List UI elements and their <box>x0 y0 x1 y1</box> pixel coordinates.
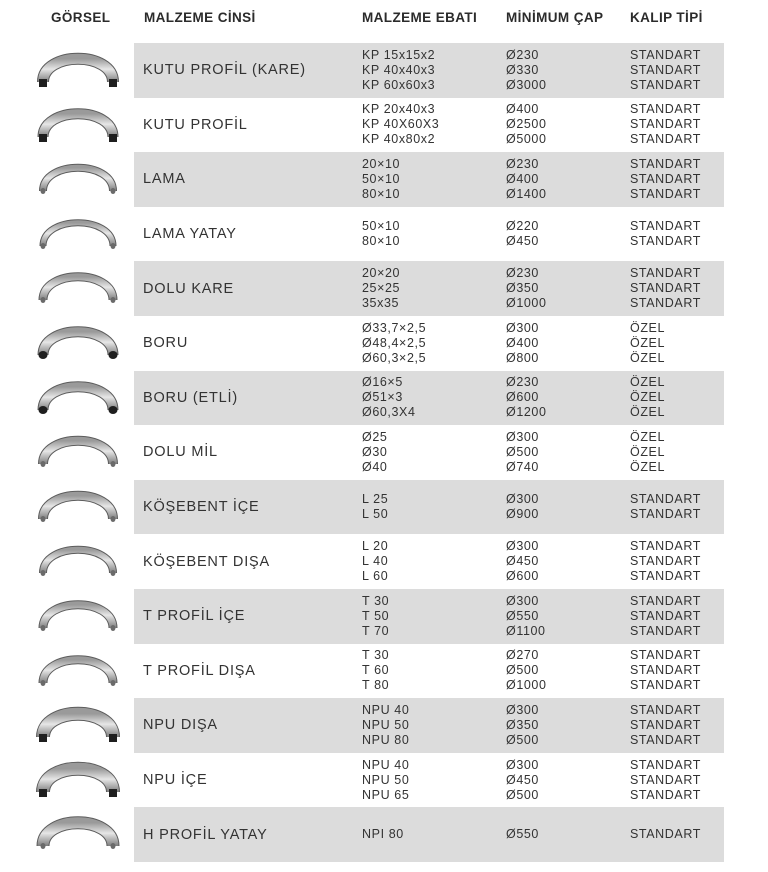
material-size-value: T 60 <box>362 663 390 678</box>
material-size-value: KP 20x40x3 <box>362 102 436 117</box>
minimum-diameter-value: Ø5000 <box>506 132 547 147</box>
table-header <box>0 0 768 40</box>
minimum-diameter-cell <box>506 98 547 153</box>
die-type-cell <box>630 753 701 808</box>
material-size-value: NPU 50 <box>362 717 410 732</box>
header-material: MALZEME CİNSİ <box>144 10 256 25</box>
minimum-diameter-value: Ø600 <box>506 390 539 405</box>
minimum-diameter-cell <box>506 371 547 426</box>
die-type-value: STANDART <box>630 787 702 802</box>
minimum-diameter-value: Ø350 <box>506 717 539 732</box>
die-type-value: STANDART <box>630 702 702 717</box>
material-size-value: T 80 <box>362 678 390 693</box>
material-size-value: KP 60x60x3 <box>362 77 436 92</box>
profile-table <box>0 43 768 862</box>
material-size-value: L 25 <box>362 492 389 507</box>
material-size-value: Ø40 <box>362 459 388 474</box>
die-type-value: ÖZEL <box>630 429 666 444</box>
material-size-cell <box>362 261 400 316</box>
material-name: LAMA <box>143 171 186 188</box>
material-size-value: Ø51×3 <box>362 390 403 405</box>
t-profile-outward-ring-icon <box>30 646 126 696</box>
material-size-cell <box>362 534 388 589</box>
minimum-diameter-value: Ø300 <box>506 429 539 444</box>
material-size-value: NPU 50 <box>362 772 410 787</box>
minimum-diameter-cell <box>506 753 539 808</box>
die-type-value: STANDART <box>630 281 702 296</box>
table-row <box>0 261 768 316</box>
minimum-diameter-value: Ø600 <box>506 569 539 584</box>
material-size-value: Ø60,3X4 <box>362 405 416 420</box>
minimum-diameter-value: Ø230 <box>506 375 539 390</box>
minimum-diameter-cell <box>506 316 539 371</box>
header-size: MALZEME EBATI <box>362 10 478 25</box>
minimum-diameter-value: Ø350 <box>506 281 539 296</box>
die-type-cell <box>630 534 701 589</box>
material-name: NPU İÇE <box>143 772 208 789</box>
minimum-diameter-value: Ø400 <box>506 335 539 350</box>
table-row <box>0 152 768 207</box>
material-size-value: 50×10 <box>362 171 401 186</box>
die-type-cell <box>630 98 701 153</box>
minimum-diameter-value: Ø230 <box>506 47 539 62</box>
die-type-value: STANDART <box>630 156 702 171</box>
material-name: KÖŞEBENT İÇE <box>143 499 260 516</box>
minimum-diameter-value: Ø800 <box>506 350 539 365</box>
material-size-value: NPI 80 <box>362 827 404 842</box>
die-type-value: STANDART <box>630 234 702 249</box>
table-row <box>0 425 768 480</box>
minimum-diameter-value: Ø450 <box>506 554 539 569</box>
material-size-value: 35x35 <box>362 296 400 311</box>
minimum-diameter-value: Ø740 <box>506 459 539 474</box>
minimum-diameter-value: Ø300 <box>506 539 539 554</box>
material-name: DOLU KARE <box>143 280 234 297</box>
minimum-diameter-value: Ø500 <box>506 732 539 747</box>
minimum-diameter-cell <box>506 261 547 316</box>
material-size-value: Ø33,7×2,5 <box>362 320 427 335</box>
minimum-diameter-value: Ø220 <box>506 219 539 234</box>
table-row <box>0 371 768 426</box>
header-diameter: MİNİMUM ÇAP <box>506 10 604 25</box>
h-profile-horizontal-ring-icon <box>30 809 126 859</box>
die-type-value: STANDART <box>630 569 702 584</box>
solid-round-ring-icon <box>30 427 126 477</box>
material-size-cell <box>362 316 426 371</box>
minimum-diameter-value: Ø1100 <box>506 623 546 638</box>
die-type-value: ÖZEL <box>630 375 666 390</box>
header-die-type: KALIP TİPİ <box>630 10 703 25</box>
die-type-cell <box>630 207 701 262</box>
material-size-value: 20×10 <box>362 156 401 171</box>
minimum-diameter-cell <box>506 425 539 480</box>
material-size-value: T 70 <box>362 623 390 638</box>
minimum-diameter-value: Ø450 <box>506 234 539 249</box>
die-type-value: STANDART <box>630 186 702 201</box>
die-type-value: ÖZEL <box>630 350 666 365</box>
die-type-value: ÖZEL <box>630 444 666 459</box>
die-type-value: STANDART <box>630 266 702 281</box>
minimum-diameter-value: Ø500 <box>506 787 539 802</box>
die-type-cell <box>630 316 665 371</box>
minimum-diameter-value: Ø500 <box>506 663 539 678</box>
material-size-value: T 30 <box>362 593 390 608</box>
die-type-value: STANDART <box>630 717 702 732</box>
die-type-cell <box>630 43 701 98</box>
die-type-cell <box>630 698 701 753</box>
die-type-value: STANDART <box>630 62 702 77</box>
die-type-cell <box>630 807 701 862</box>
die-type-cell <box>630 425 665 480</box>
material-size-cell <box>362 753 409 808</box>
material-name: T PROFİL İÇE <box>143 608 246 625</box>
minimum-diameter-value: Ø3000 <box>506 77 547 92</box>
solid-square-ring-icon <box>30 263 126 313</box>
material-name: BORU <box>143 335 189 352</box>
material-size-value: L 20 <box>362 539 389 554</box>
material-size-cell <box>362 589 389 644</box>
header-image: GÖRSEL <box>51 10 111 25</box>
flat-bar-ring-icon <box>30 154 126 204</box>
minimum-diameter-value: Ø230 <box>506 156 539 171</box>
material-name: DOLU MİL <box>143 444 218 461</box>
material-size-value: T 30 <box>362 648 390 663</box>
die-type-value: STANDART <box>630 678 702 693</box>
minimum-diameter-value: Ø300 <box>506 593 539 608</box>
square-tube-ring-icon <box>30 45 126 95</box>
angle-outward-ring-icon <box>30 536 126 586</box>
die-type-value: STANDART <box>630 171 702 186</box>
material-size-cell <box>362 644 389 699</box>
die-type-value: STANDART <box>630 219 702 234</box>
material-size-value: NPU 80 <box>362 732 410 747</box>
material-size-cell <box>362 371 416 426</box>
minimum-diameter-value: Ø300 <box>506 492 539 507</box>
minimum-diameter-value: Ø2500 <box>506 117 547 132</box>
minimum-diameter-value: Ø1400 <box>506 186 547 201</box>
minimum-diameter-value: Ø500 <box>506 444 539 459</box>
minimum-diameter-value: Ø300 <box>506 757 539 772</box>
thick-pipe-ring-icon <box>30 373 126 423</box>
flat-bar-horizontal-ring-icon <box>30 209 126 259</box>
material-name: T PROFİL DIŞA <box>143 662 256 679</box>
material-size-value: KP 40x40x3 <box>362 62 436 77</box>
material-size-value: T 50 <box>362 608 390 623</box>
material-size-value: 25×25 <box>362 281 401 296</box>
material-size-value: 80×10 <box>362 186 401 201</box>
material-size-value: Ø60,3×2,5 <box>362 350 427 365</box>
die-type-value: STANDART <box>630 757 702 772</box>
die-type-value: STANDART <box>630 492 702 507</box>
material-size-value: 20×20 <box>362 266 401 281</box>
minimum-diameter-value: Ø400 <box>506 102 539 117</box>
table-row <box>0 207 768 262</box>
die-type-value: STANDART <box>630 663 702 678</box>
die-type-value: ÖZEL <box>630 405 666 420</box>
table-row <box>0 43 768 98</box>
material-size-cell <box>362 480 388 535</box>
die-type-value: ÖZEL <box>630 390 666 405</box>
die-type-cell <box>630 261 701 316</box>
minimum-diameter-value: Ø450 <box>506 772 539 787</box>
minimum-diameter-value: Ø300 <box>506 702 539 717</box>
minimum-diameter-cell <box>506 534 539 589</box>
npu-outward-ring-icon <box>30 700 126 750</box>
material-size-value: L 40 <box>362 554 389 569</box>
material-size-cell <box>362 698 409 753</box>
die-type-cell <box>630 589 701 644</box>
material-size-value: Ø30 <box>362 444 388 459</box>
material-size-cell <box>362 807 404 862</box>
die-type-value: ÖZEL <box>630 320 666 335</box>
material-name: KUTU PROFİL (KARE) <box>143 62 306 79</box>
table-row <box>0 98 768 153</box>
material-size-cell <box>362 425 387 480</box>
table-row <box>0 644 768 699</box>
die-type-cell <box>630 152 701 207</box>
die-type-value: STANDART <box>630 593 702 608</box>
material-name: NPU DIŞA <box>143 717 218 734</box>
material-size-value: L 50 <box>362 507 389 522</box>
minimum-diameter-cell <box>506 644 547 699</box>
pipe-ring-icon <box>30 318 126 368</box>
table-row <box>0 698 768 753</box>
minimum-diameter-cell <box>506 43 547 98</box>
table-row <box>0 807 768 862</box>
die-type-value: STANDART <box>630 132 702 147</box>
npu-inward-ring-icon <box>30 755 126 805</box>
minimum-diameter-value: Ø330 <box>506 62 539 77</box>
material-size-value: 80×10 <box>362 234 401 249</box>
material-name: KUTU PROFİL <box>143 116 248 133</box>
die-type-cell <box>630 644 701 699</box>
material-name: H PROFİL YATAY <box>143 826 268 843</box>
minimum-diameter-cell <box>506 698 539 753</box>
material-size-value: NPU 40 <box>362 757 410 772</box>
table-row <box>0 753 768 808</box>
material-name: LAMA YATAY <box>143 226 237 243</box>
material-name: BORU (ETLİ) <box>143 389 238 406</box>
die-type-value: STANDART <box>630 608 702 623</box>
die-type-value: STANDART <box>630 47 702 62</box>
die-type-value: STANDART <box>630 539 702 554</box>
minimum-diameter-value: Ø300 <box>506 320 539 335</box>
t-profile-inward-ring-icon <box>30 591 126 641</box>
material-size-cell <box>362 43 435 98</box>
minimum-diameter-value: Ø400 <box>506 171 539 186</box>
material-size-cell <box>362 152 400 207</box>
minimum-diameter-value: Ø900 <box>506 507 539 522</box>
material-name: KÖŞEBENT DIŞA <box>143 553 270 570</box>
table-row <box>0 480 768 535</box>
die-type-value: STANDART <box>630 77 702 92</box>
material-size-value: NPU 40 <box>362 702 410 717</box>
material-size-value: KP 15x15x2 <box>362 47 436 62</box>
material-size-value: Ø48,4×2,5 <box>362 335 427 350</box>
minimum-diameter-cell <box>506 152 547 207</box>
die-type-value: STANDART <box>630 117 702 132</box>
die-type-value: ÖZEL <box>630 335 666 350</box>
material-size-value: Ø25 <box>362 429 388 444</box>
material-size-cell <box>362 98 439 153</box>
die-type-value: STANDART <box>630 827 702 842</box>
die-type-value: STANDART <box>630 554 702 569</box>
die-type-value: STANDART <box>630 623 702 638</box>
die-type-cell <box>630 480 701 535</box>
minimum-diameter-value: Ø550 <box>506 608 539 623</box>
minimum-diameter-value: Ø550 <box>506 827 539 842</box>
die-type-value: ÖZEL <box>630 459 666 474</box>
minimum-diameter-cell <box>506 589 546 644</box>
material-size-cell <box>362 207 400 262</box>
minimum-diameter-cell <box>506 207 539 262</box>
material-size-value: KP 40x80x2 <box>362 132 436 147</box>
rect-tube-ring-icon <box>30 100 126 150</box>
table-row <box>0 316 768 371</box>
die-type-value: STANDART <box>630 732 702 747</box>
material-size-value: Ø16×5 <box>362 375 403 390</box>
angle-inward-ring-icon <box>30 482 126 532</box>
table-row <box>0 589 768 644</box>
minimum-diameter-value: Ø270 <box>506 648 539 663</box>
minimum-diameter-value: Ø230 <box>506 266 539 281</box>
minimum-diameter-cell <box>506 807 539 862</box>
die-type-value: STANDART <box>630 296 702 311</box>
material-size-value: KP 40X60X3 <box>362 117 440 132</box>
die-type-value: STANDART <box>630 648 702 663</box>
minimum-diameter-cell <box>506 480 539 535</box>
die-type-value: STANDART <box>630 772 702 787</box>
minimum-diameter-value: Ø1000 <box>506 678 547 693</box>
die-type-cell <box>630 371 665 426</box>
die-type-value: STANDART <box>630 507 702 522</box>
material-size-value: NPU 65 <box>362 787 410 802</box>
table-row <box>0 534 768 589</box>
minimum-diameter-value: Ø1000 <box>506 296 547 311</box>
minimum-diameter-value: Ø1200 <box>506 405 547 420</box>
material-size-value: L 60 <box>362 569 389 584</box>
die-type-value: STANDART <box>630 102 702 117</box>
material-size-value: 50×10 <box>362 219 401 234</box>
